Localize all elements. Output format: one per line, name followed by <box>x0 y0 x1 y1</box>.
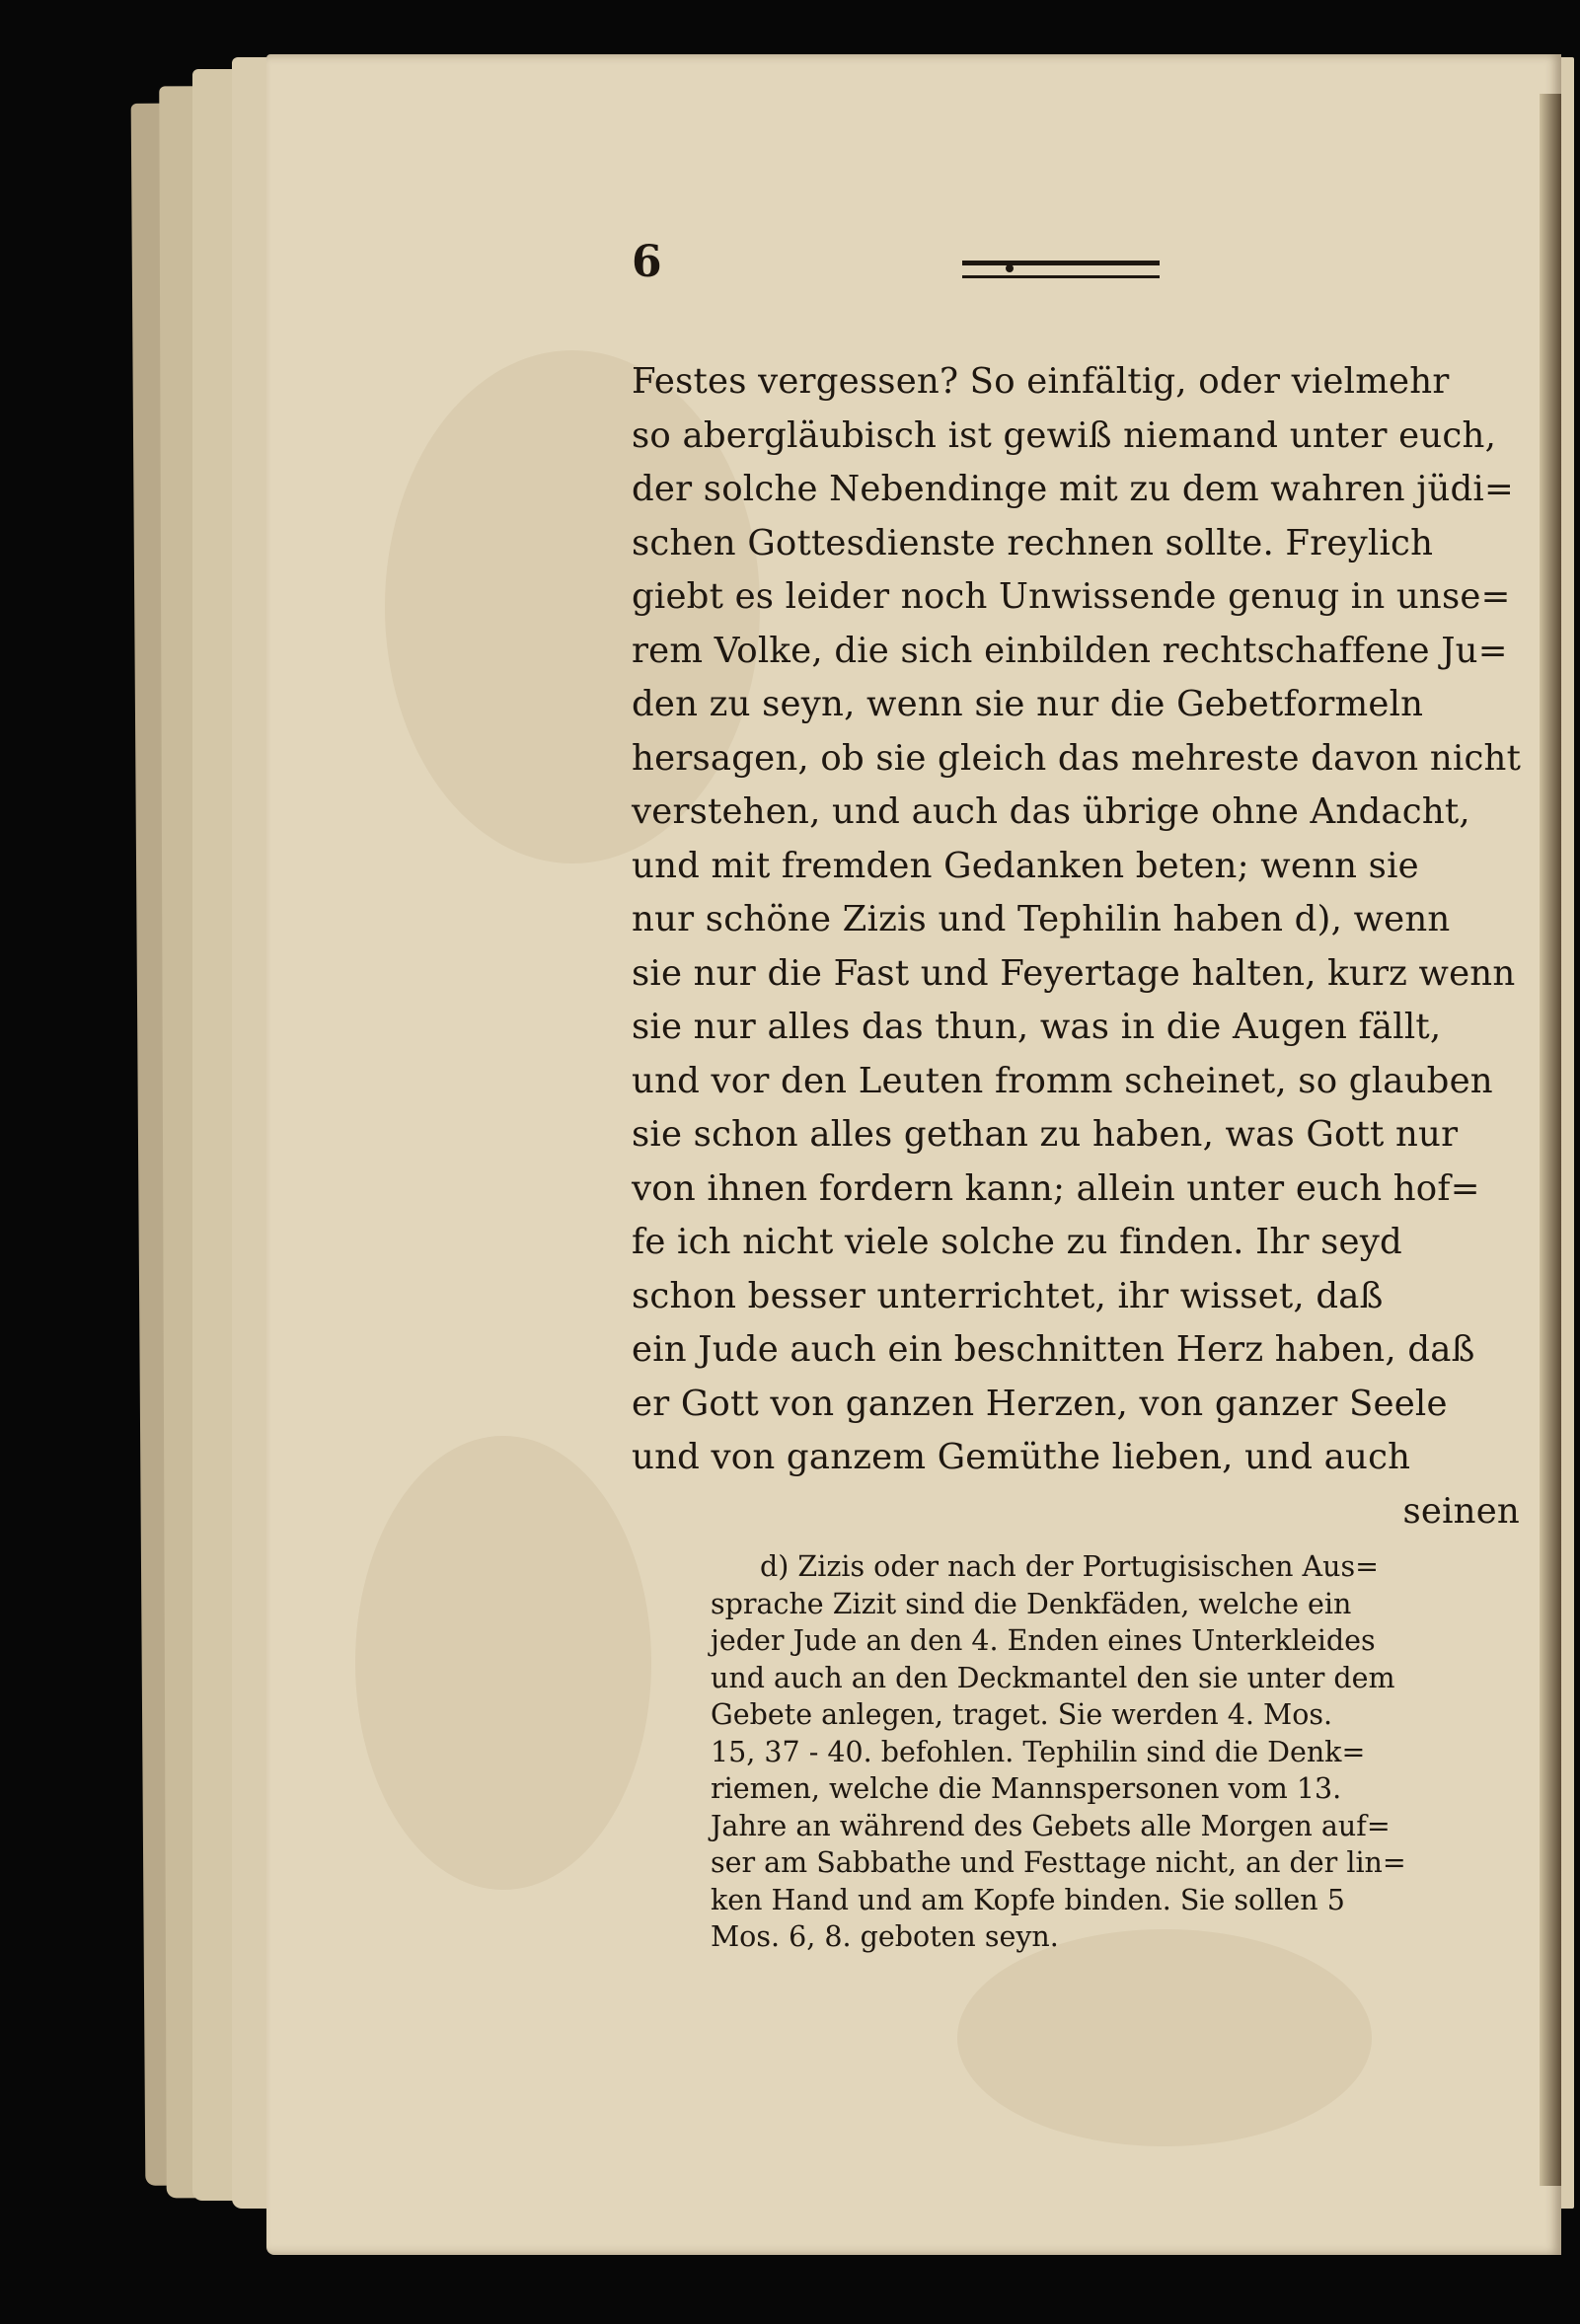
footnote-line: Jahre an während des Gebets alle Morgen auf= <box>711 1809 1391 1842</box>
text-line: fe ich nicht viele solche zu finden. Ihr seyd <box>632 1222 1402 1262</box>
page-content <box>632 237 1520 1956</box>
page-number: 6 <box>632 237 662 287</box>
page-header <box>632 237 1520 296</box>
text-line: und mit fremden Gedanken beten; wenn sie <box>632 845 1419 886</box>
text-line: sie nur alles das thun, was in die Augen fällt, <box>632 1007 1442 1047</box>
text-line: ein Jude auch ein beschnitten Herz haben, daß <box>632 1329 1475 1370</box>
footnote-line: ken Hand und am Kopfe binden. Sie sollen 5 <box>711 1883 1345 1916</box>
footnote-line: Mos. 6, 8. geboten seyn. <box>711 1920 1059 1953</box>
text-line: und von ganzem Gemüthe lieben, und auch <box>632 1437 1411 1477</box>
paper-stain <box>355 1436 651 1890</box>
footnote-line: jeder Jude an den 4. Enden eines Unterkleides <box>711 1624 1376 1657</box>
book-gutter <box>1540 94 1561 2186</box>
text-line: und vor den Leuten fromm scheinet, so glauben <box>632 1060 1493 1101</box>
catchword: seinen <box>1402 1490 1520 1532</box>
text-line: nur schöne Zizis und Tephilin haben d), wenn <box>632 899 1451 939</box>
footnote-line: riemen, welche die Mannspersonen vom 13. <box>711 1772 1342 1805</box>
text-line: sie nur die Fast und Feyertage halten, kurz wenn <box>632 952 1516 994</box>
text-line: sie schon alles gethan zu haben, was Gott nur <box>632 1114 1459 1155</box>
footnote-line: sprache Zizit sind die Denkfäden, welche ein <box>711 1587 1352 1620</box>
text-line: von ihnen fordern kann; allein unter euch hof= <box>632 1167 1480 1209</box>
text-line: der solche Nebendinge mit zu dem wahren jüdi= <box>632 469 1514 509</box>
text-line: schen Gottesdienste rechnen sollte. Freylich <box>632 522 1434 563</box>
text-line: so abergläubisch ist gewiß niemand unter euch, <box>632 414 1497 456</box>
footnote-line: 15, 37 - 40. befohlen. Tephilin sind die Denk= <box>711 1735 1366 1768</box>
text-line: rem Volke, die sich einbilden rechtschaffene Ju= <box>632 630 1508 671</box>
footnote <box>632 1548 1520 1956</box>
main-text <box>632 355 1520 1538</box>
footnote-line: ser am Sabbathe und Festtage nicht, an der lin= <box>711 1846 1406 1879</box>
text-line: verstehen, und auch das übrige ohne Andacht, <box>632 791 1470 832</box>
paper-stain <box>957 1929 1372 2146</box>
header-ornament-rule <box>962 261 1160 278</box>
text-line: giebt es leider noch Unwissende genug in unse= <box>632 576 1511 617</box>
footnote-line: Gebete anlegen, traget. Sie werden 4. Mos. <box>711 1698 1333 1731</box>
footnote-line: d) Zizis oder nach der Portugisischen Aus= <box>760 1550 1379 1583</box>
text-line: er Gott von ganzen Herzen, von ganzer Seele <box>632 1383 1448 1424</box>
footnote-line: und auch an den Deckmantel den sie unter dem <box>711 1661 1395 1694</box>
text-line: Festes vergessen? So einfältig, oder vielmehr <box>632 361 1450 402</box>
text-line: schon besser unterrichtet, ihr wisset, daß <box>632 1275 1384 1316</box>
text-line: hersagen, ob sie gleich das mehreste davon nicht <box>632 737 1522 779</box>
text-line: den zu seyn, wenn sie nur die Gebetformeln <box>632 684 1424 724</box>
